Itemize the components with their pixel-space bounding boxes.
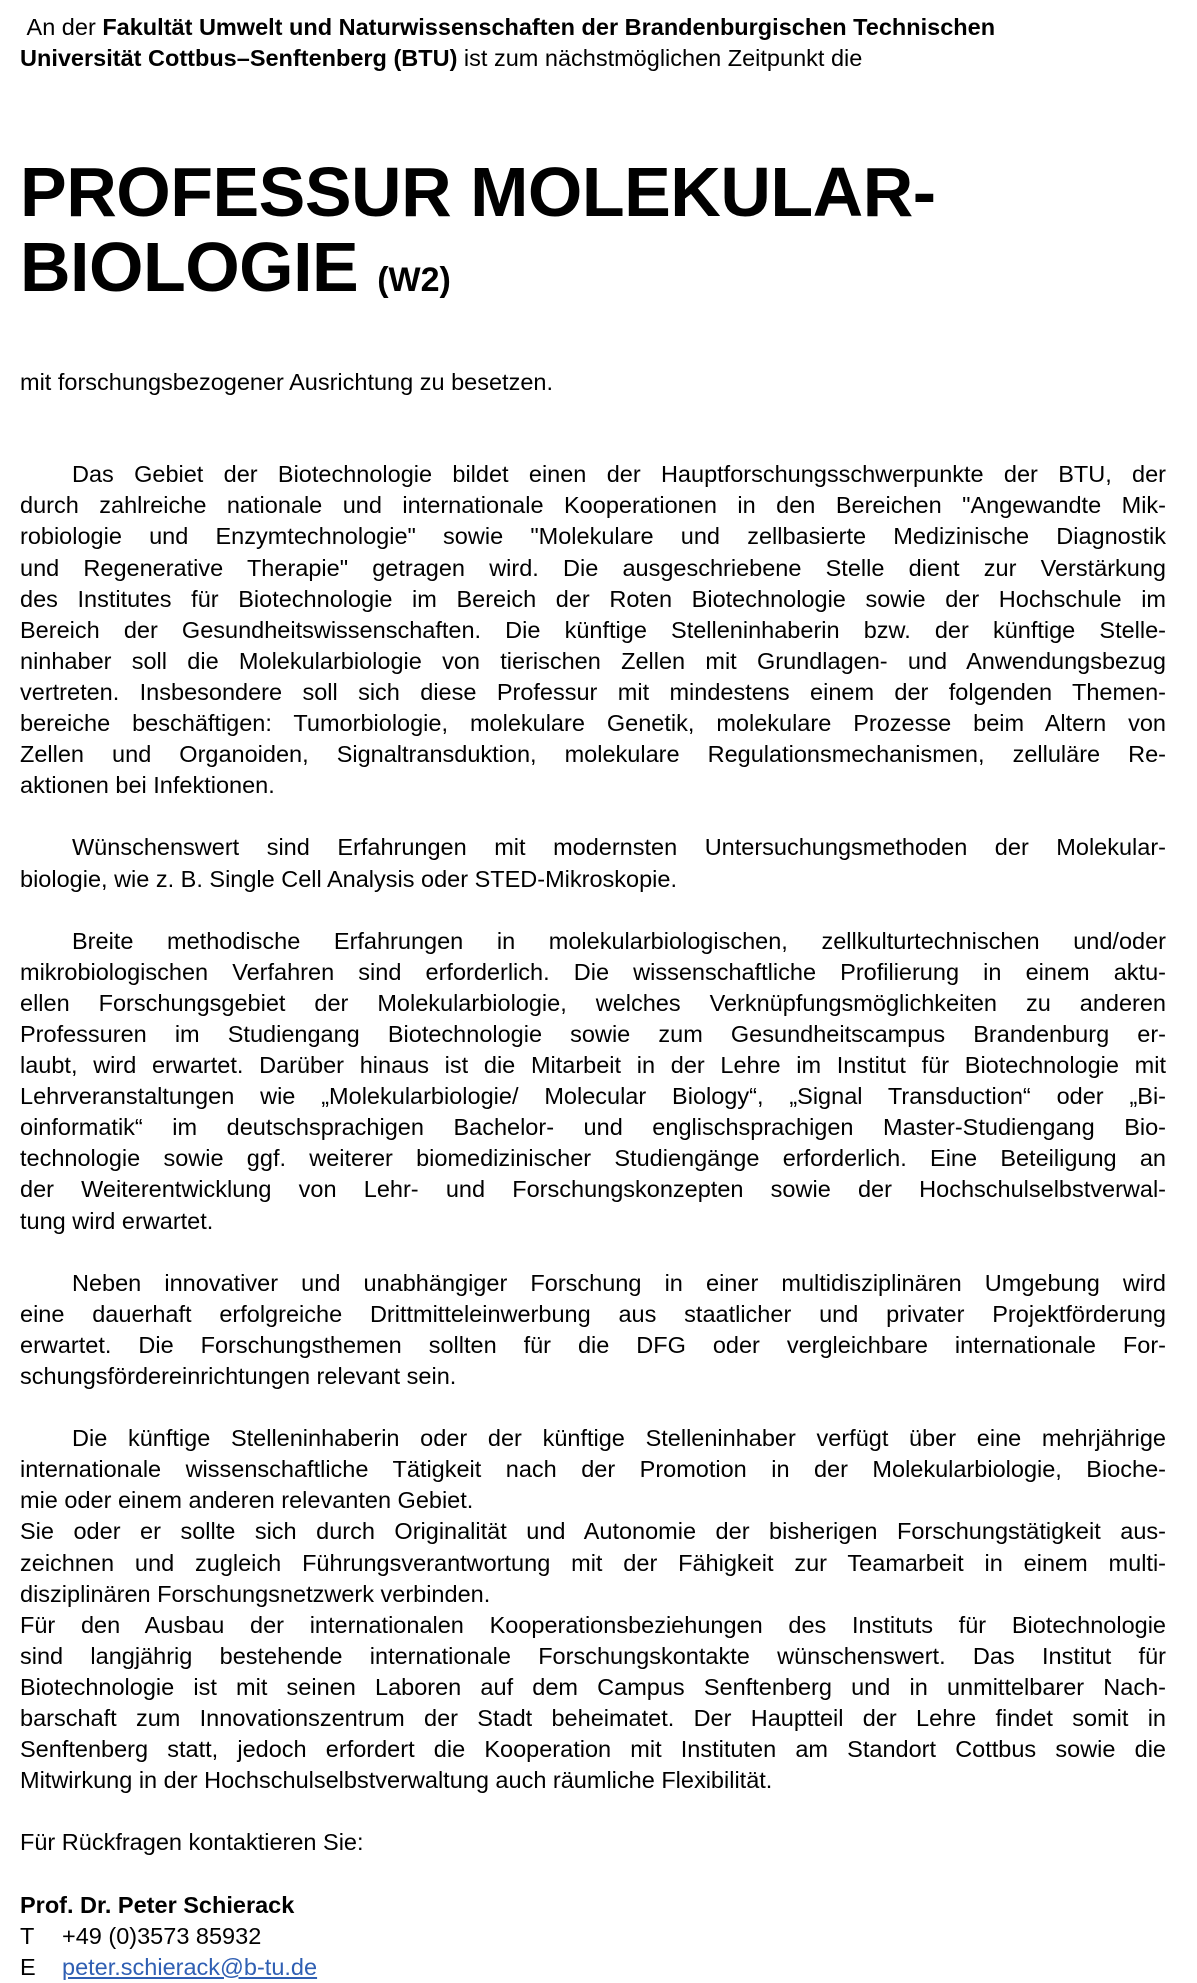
subtitle: mit forschungsbezogener Ausrichtung zu besetzen.: [20, 369, 553, 396]
text-line: erwartet. Die Forschungsthemen sollten für die DFG oder vergleichbare internationale For-: [20, 1331, 1166, 1358]
title-line-2: BIOLOGIE: [20, 228, 359, 307]
text-line: Breite methodische Erfahrungen in molekularbiologischen, zellkulturtechnischen und/oder: [72, 927, 1166, 954]
contact-name: Prof. Dr. Peter Schierack: [20, 1891, 295, 1918]
intro-prefix: An der: [26, 14, 103, 40]
text-line: biologie, wie z. B. Single Cell Analysis oder STED-Mikroskopie.: [20, 865, 677, 892]
intro: [20, 12, 1166, 74]
contact-block: [20, 1827, 1166, 1982]
text-line: Neben innovativer und unabhängiger Forschung in einer multidisziplinären Umgebung wird: [72, 1269, 1166, 1296]
title-line-1: PROFESSUR MOLEKULAR-: [20, 153, 936, 232]
text-line: schungsfördereinrichtungen relevant sein.: [20, 1363, 457, 1389]
text-line: der Weiterentwicklung von Lehr- und Forschungskonzepten sowie der Hochschulselbstverwal-: [20, 1176, 1166, 1203]
paragraph: [20, 1423, 1166, 1796]
phone-number: +49 (0)3573 85932: [62, 1922, 262, 1949]
text-line: tung wird erwartet.: [20, 1207, 214, 1234]
text-line: Biotechnologie ist mit seinen Laboren auf dem Campus Senftenberg und in unmittelbarer Nach-: [20, 1673, 1166, 1700]
text-line: mie oder einem anderen relevanten Gebiet.: [20, 1487, 474, 1514]
job-advertisement: [20, 12, 1166, 1983]
intro-line-2: [20, 43, 1166, 74]
text-line: des Institutes für Biotechnologie im Bereich der Roten Biotechnologie sowie der Hochschule im: [20, 585, 1166, 612]
paragraph: [20, 1268, 1166, 1392]
text-line: ninhaber soll die Molekularbiologie von tierischen Zellen mit Grundlagen- und Anwendungsbezug: [20, 647, 1166, 674]
salary-grade: (W2): [377, 261, 451, 300]
text-line: Mitwirkung in der Hochschulselbstverwaltung auch räumliche Flexibilität.: [20, 1767, 773, 1794]
text-line: durch zahlreiche nationale und internationale Kooperationen in den Bereichen "Angewandte Mik-: [20, 492, 1166, 519]
text-line: Für den Ausbau der internationalen Kooperationsbeziehungen des Instituts für Biotechnologie: [20, 1611, 1166, 1638]
text-line: laubt, wird erwartet. Darüber hinaus ist die Mitarbeit in der Lehre im Institut für Biotechnologie mit: [20, 1052, 1166, 1079]
text-line: zeichnen und zugleich Führungsverantwortung mit der Fähigkeit zur Teamarbeit in einem multi-: [20, 1549, 1166, 1576]
text-line: mikrobiologischen Verfahren sind erforderlich. Die wissenschaftliche Profilierung in einem aktu-: [20, 958, 1166, 985]
paragraph: [20, 926, 1166, 1237]
contact-heading: Für Rückfragen kontaktieren Sie:: [20, 1829, 364, 1856]
text-line: Die künftige Stelleninhaberin oder der künftige Stelleninhaber verfügt über eine mehrjährige: [72, 1425, 1166, 1452]
text-line: Professuren im Studiengang Biotechnologie sowie zum Gesundheitscampus Brandenburg er-: [20, 1020, 1166, 1047]
text-line: barschaft zum Innovationszentrum der Stadt beheimatet. Der Hauptteil der Lehre findet somit in: [20, 1705, 1166, 1732]
text-line: Bereich der Gesundheitswissenschaften. Die künftige Stelleninhaberin bzw. der künftige Stelle-: [20, 616, 1166, 643]
faculty-name: Fakultät Umwelt und Naturwissenschaften der Brandenburgischen Technischen: [102, 14, 996, 40]
text-line: bereiche beschäftigen: Tumorbiologie, molekulare Genetik, molekulare Prozesse beim Altern von: [20, 710, 1166, 737]
text-line: Wünschenswert sind Erfahrungen mit modernsten Untersuchungsmethoden der Molekular-: [72, 834, 1166, 861]
phone-row: [20, 1921, 1166, 1952]
text-line: und Regenerative Therapie" getragen wird. Die ausgeschriebene Stelle dient zur Verstärkung: [20, 554, 1166, 581]
email-link[interactable]: peter.schierack@b-tu.de: [62, 1953, 318, 1980]
text-line: aktionen bei Infektionen.: [20, 772, 275, 799]
phone-label: T: [20, 1922, 35, 1949]
text-line: Sie oder er sollte sich durch Originalität und Autonomie der bisherigen Forschungstätigkeit aus-: [20, 1518, 1166, 1545]
text-line: Das Gebiet der Biotechnologie bildet einen der Hauptforschungsschwerpunkte der BTU, der: [72, 461, 1166, 488]
paragraph: [20, 459, 1166, 801]
text-line: sind langjährig bestehende internationale Forschungskontakte wünschenswert. Das Institut für: [20, 1642, 1166, 1669]
text-line: Lehrveranstaltungen wie „Molekularbiologie/ Molecular Biology“, „Signal Transduction“ oder „Bi-: [20, 1083, 1166, 1110]
text-line: disziplinären Forschungsnetzwerk verbinden.: [20, 1580, 491, 1607]
page-title: [20, 155, 1166, 318]
text-line: technologie sowie ggf. weiterer biomedizinischer Studiengänge erforderlich. Eine Beteiligung an: [20, 1145, 1166, 1172]
university-name: Universität Cottbus–Senftenberg (BTU): [20, 45, 458, 72]
text-line: Zellen und Organoiden, Signaltransduktion, molekulare Regulationsmechanismen, zelluläre Re-: [20, 741, 1166, 768]
text-line: robiologie und Enzymtechnologie" sowie "Molekulare und zellbasierte Medizinische Diagnostik: [20, 523, 1166, 550]
text-line: internationale wissenschaftliche Tätigkeit nach der Promotion in der Molekularbiologie, Bioche-: [20, 1456, 1166, 1483]
text-line: vertreten. Insbesondere soll sich diese Professur mit mindestens einem der folgenden Themen-: [20, 678, 1166, 705]
intro-line-1: [20, 12, 1166, 43]
intro-suffix: ist zum nächstmöglichen Zeitpunkt die: [457, 45, 863, 72]
text-line: oinformatik“ im deutschsprachigen Bachelor- und englischsprachigen Master-Studiengang Bio-: [20, 1114, 1166, 1141]
text-line: eine dauerhaft erfolgreiche Drittmitteleinwerbung aus staatlicher und privater Projektförderung: [20, 1300, 1166, 1327]
text-line: Senftenberg statt, jedoch erfordert die Kooperation mit Instituten am Standort Cottbus sowie die: [20, 1736, 1166, 1763]
email-row: [20, 1952, 1166, 1983]
paragraph: [20, 832, 1166, 894]
text-line: ellen Forschungsgebiet der Molekularbiologie, welches Verknüpfungsmöglichkeiten zu anderen: [20, 989, 1166, 1016]
email-label: E: [20, 1953, 36, 1980]
